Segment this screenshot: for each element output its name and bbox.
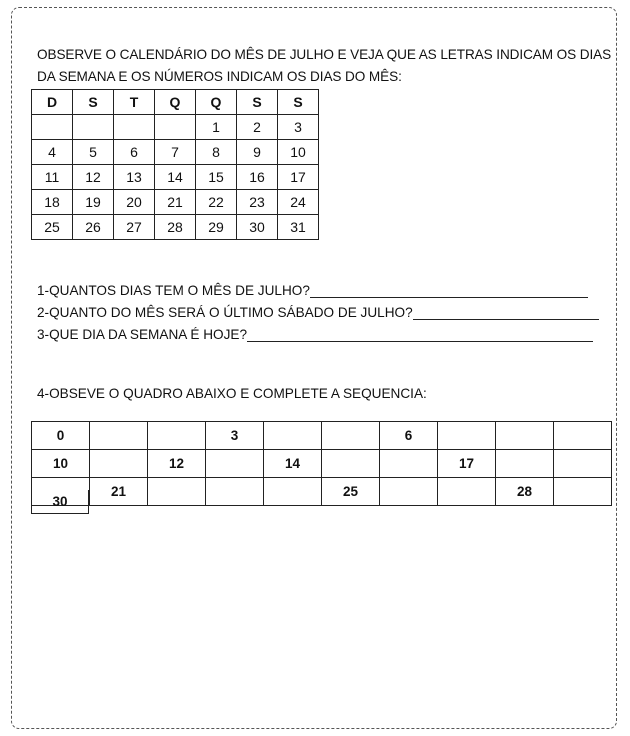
answer-line-3[interactable] [247,327,593,342]
sequence-row [32,478,612,506]
calendar-day-cell: 9 [237,140,278,165]
calendar-day-cell: 17 [278,165,319,190]
question-2 [37,305,599,320]
calendar-day-cell: 22 [196,190,237,215]
calendar-day-cell: 14 [155,165,196,190]
calendar-day-cell: 20 [114,190,155,215]
question-3 [37,327,593,342]
answer-line-1[interactable] [310,283,588,298]
sequence-cell[interactable] [322,450,380,478]
calendar-week-row [32,140,319,165]
sequence-cell[interactable] [90,422,148,450]
sequence-cell: 14 [264,450,322,478]
calendar-day-cell: 13 [114,165,155,190]
question-1 [37,283,588,298]
instructions [37,44,612,88]
sequence-cell[interactable] [322,422,380,450]
instructions-line-1: OBSERVE O CALENDÁRIO DO MÊS DE JULHO E VEJA QUE AS LETRAS INDICAM OS DIAS [37,47,612,62]
july-calendar [31,89,319,240]
calendar-day-cell: 30 [237,215,278,240]
calendar-day-cell: 2 [237,115,278,140]
calendar-day-cell: 6 [114,140,155,165]
weekday-header: D [32,90,73,115]
question-4 [37,386,427,401]
sequence-cell[interactable] [380,478,438,506]
calendar-day-cell: 28 [155,215,196,240]
weekday-header: S [278,90,319,115]
calendar-day-cell: 11 [32,165,73,190]
calendar-day-cell [73,115,114,140]
sequence-cell[interactable] [148,478,206,506]
sequence-cell[interactable] [206,450,264,478]
calendar-day-cell: 19 [73,190,114,215]
sequence-cell[interactable] [206,478,264,506]
calendar-day-cell: 24 [278,190,319,215]
calendar-day-cell: 12 [73,165,114,190]
weekday-header: Q [196,90,237,115]
instructions-line-2: DA SEMANA E OS NÚMEROS INDICAM OS DIAS DO MÊS: [37,69,402,84]
calendar-day-cell: 26 [73,215,114,240]
sequence-cell[interactable] [90,450,148,478]
sequence-row [32,450,612,478]
calendar-week-row [32,215,319,240]
calendar-day-cell: 10 [278,140,319,165]
sequence-cell[interactable] [496,450,554,478]
sequence-cell: 0 [32,422,90,450]
sequence-cell[interactable] [438,478,496,506]
calendar-day-cell: 16 [237,165,278,190]
sequence-cell[interactable] [438,422,496,450]
calendar-day-cell: 31 [278,215,319,240]
calendar-day-cell: 21 [155,190,196,215]
calendar-day-cell: 25 [32,215,73,240]
sequence-cell: 10 [32,450,90,478]
calendar-day-cell [32,115,73,140]
sequence-cell[interactable] [554,450,612,478]
sequence-grid [31,421,612,506]
sequence-cell: 12 [148,450,206,478]
question-3-text: 3-QUE DIA DA SEMANA É HOJE? [37,327,248,342]
calendar-day-cell: 27 [114,215,155,240]
question-4-text: 4-OBSEVE O QUADRO ABAIXO E COMPLETE A SEQUENCIA: [37,386,427,401]
sequence-cell: 25 [322,478,380,506]
calendar-day-cell: 15 [196,165,237,190]
calendar-week-row [32,190,319,215]
calendar-day-cell: 29 [196,215,237,240]
sequence-last-cell: 30 [31,490,89,514]
answer-line-2[interactable] [413,305,599,320]
sequence-cell: 21 [90,478,148,506]
sequence-cell[interactable] [554,478,612,506]
sequence-cell: 17 [438,450,496,478]
sequence-cell: 6 [380,422,438,450]
calendar-day-cell: 7 [155,140,196,165]
calendar-week-row [32,165,319,190]
question-2-text: 2-QUANTO DO MÊS SERÁ O ÚLTIMO SÁBADO DE JULHO? [37,305,413,320]
sequence-cell[interactable] [148,422,206,450]
calendar-day-cell: 18 [32,190,73,215]
calendar-day-cell [155,115,196,140]
calendar-day-cell: 23 [237,190,278,215]
sequence-cell[interactable] [380,450,438,478]
sequence-cell: 3 [206,422,264,450]
sequence-cell[interactable] [264,422,322,450]
sequence-cell[interactable] [554,422,612,450]
calendar-day-cell: 4 [32,140,73,165]
weekday-header: T [114,90,155,115]
calendar-day-cell [114,115,155,140]
calendar-day-cell: 1 [196,115,237,140]
sequence-cell: 28 [496,478,554,506]
calendar-day-cell: 5 [73,140,114,165]
calendar-day-cell: 8 [196,140,237,165]
weekday-header: Q [155,90,196,115]
sequence-row [32,422,612,450]
sequence-cell[interactable] [496,422,554,450]
calendar-header-row [32,90,319,115]
sequence-cell[interactable] [264,478,322,506]
weekday-header: S [73,90,114,115]
weekday-header: S [237,90,278,115]
calendar-week-row [32,115,319,140]
calendar-day-cell: 3 [278,115,319,140]
question-1-text: 1-QUANTOS DIAS TEM O MÊS DE JULHO? [37,283,310,298]
